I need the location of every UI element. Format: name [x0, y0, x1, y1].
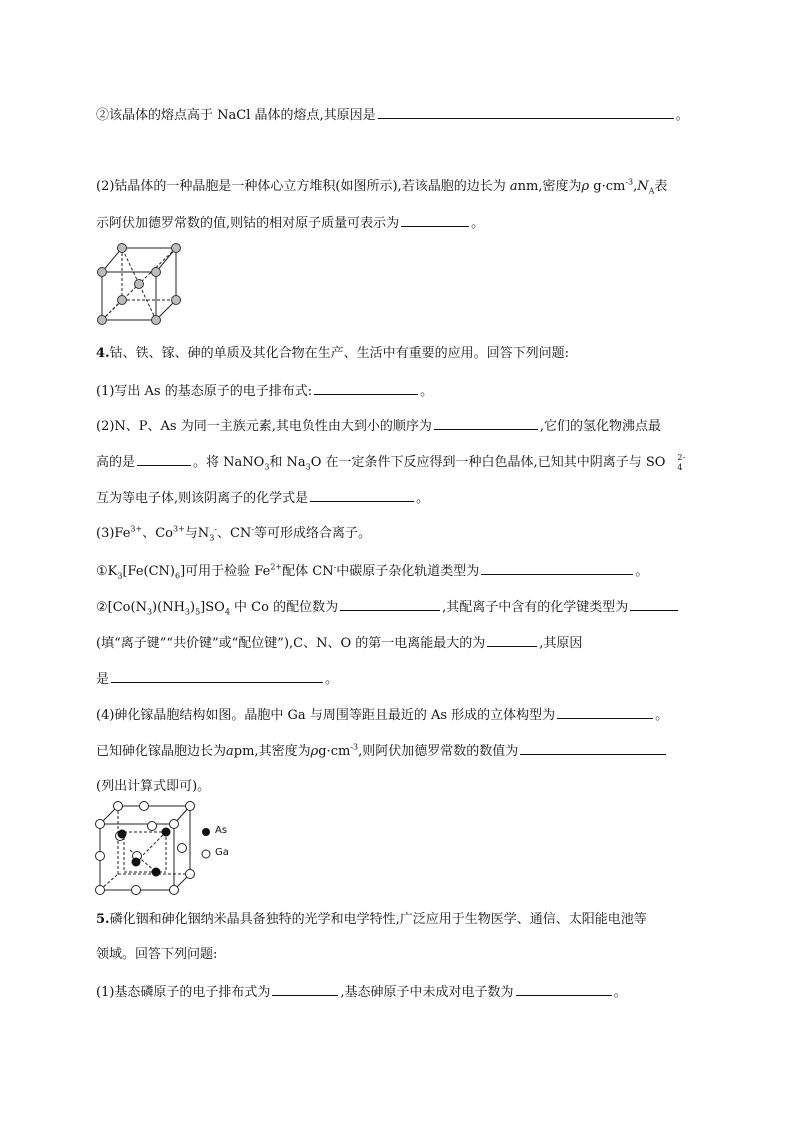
answer-blank[interactable] — [434, 417, 538, 430]
text: 表 — [654, 179, 668, 194]
var: N — [637, 179, 649, 194]
q4-part-1 — [96, 382, 433, 401]
q4-part-2-line-2 — [96, 453, 687, 472]
text: O 在一定条件下反应得到一种白色晶体,已知其中阴离子与 SO — [310, 455, 666, 470]
ga-atom — [96, 820, 105, 829]
text: 钴、铁、镓、砷的单质及其化合物在生产、生活中有重要的应用。回答下列问题: — [109, 346, 569, 361]
text: 与N — [184, 526, 210, 541]
bcc-cube-figure — [94, 240, 186, 328]
corner-atom — [152, 268, 161, 277]
q4-part-3-3 — [96, 634, 582, 653]
text: ]SO — [200, 600, 225, 615]
text: 。 — [655, 708, 669, 723]
q4-stem — [96, 345, 569, 363]
legend-as-marker — [202, 828, 210, 836]
legend-ga-marker — [202, 850, 210, 858]
text: 已知砷化镓晶胞边长为 — [96, 744, 227, 759]
var: ρ — [581, 179, 590, 194]
legend-ga-label: Ga — [215, 847, 229, 858]
gaas-cell-figure — [92, 800, 202, 900]
text: ②[Co(N — [96, 600, 147, 615]
sub: 3 — [184, 607, 190, 617]
text: 。 — [635, 564, 649, 579]
text: (3)Fe — [96, 526, 131, 541]
sub: 4 — [224, 607, 230, 617]
text: 。 — [420, 384, 434, 399]
ga-atom — [140, 802, 149, 811]
as-atom — [132, 858, 140, 866]
corner-atom — [172, 296, 181, 305]
sub: 3 — [264, 462, 270, 472]
corner-atom — [152, 316, 161, 325]
sub: 5 — [195, 607, 201, 617]
question-number: 5. — [96, 912, 110, 927]
sub: 3 — [117, 571, 123, 581]
text: ②该晶体的熔点高于 NaCl 晶体的熔点,其原因是 — [96, 108, 376, 123]
answer-blank[interactable] — [401, 214, 469, 227]
q4-part-2-line-3 — [96, 489, 429, 508]
text: ,它们的氢化物沸点最 — [539, 419, 662, 434]
answer-blank[interactable] — [516, 983, 612, 996]
sup: - — [333, 562, 337, 572]
text: 。 — [416, 491, 430, 506]
sup: 3+ — [130, 524, 143, 534]
answer-blank[interactable] — [520, 742, 666, 755]
text: 、CN — [216, 526, 252, 541]
corner-atom — [118, 296, 127, 305]
answer-blank[interactable] — [111, 670, 323, 683]
sup: 2+ — [270, 562, 283, 572]
ga-atom — [148, 822, 157, 831]
answer-blank[interactable] — [630, 598, 678, 611]
text: 高的是 — [96, 455, 136, 470]
text: 、Co — [142, 526, 173, 541]
q4-part-4-line-2 — [96, 742, 668, 761]
text: 。将 NaNO — [193, 455, 265, 470]
answer-blank[interactable] — [137, 453, 191, 466]
sub: 4 — [677, 463, 683, 472]
ga-atom — [114, 802, 123, 811]
legend-markers — [200, 826, 212, 860]
q5-part-1 — [96, 983, 627, 1002]
text: ) — [190, 600, 196, 615]
sub: 6 — [175, 571, 181, 581]
q4-part-3-1 — [96, 562, 648, 581]
text: 配体 CN — [282, 564, 334, 579]
text: (2)钴晶体的一种晶胞是一种体心立方堆积(如图所示),若该晶胞的边长为 — [96, 179, 506, 194]
ga-atom — [186, 802, 195, 811]
q4-part-2-line-1 — [96, 417, 661, 436]
sup: 3+ — [173, 524, 185, 534]
text: ,则阿伏加德罗常数的数值为 — [358, 744, 519, 759]
question-number: 4. — [96, 346, 110, 361]
answer-blank[interactable] — [378, 106, 674, 119]
sup: -3 — [350, 742, 359, 752]
corner-atom — [98, 316, 107, 325]
q4-part-3-4 — [96, 670, 338, 689]
sub: 3 — [209, 533, 215, 543]
var: a — [509, 179, 518, 194]
answer-blank[interactable] — [481, 562, 633, 575]
text: g·cm — [318, 744, 351, 759]
text: 示阿伏加德罗常数的值,则钴的相对原子质量可表示为 — [96, 216, 400, 231]
text: ,其配离子中含有的化学键类型为 — [442, 600, 629, 615]
ga-atom — [170, 820, 179, 829]
text: 。 — [325, 672, 339, 687]
ga-atom — [96, 852, 105, 861]
legend-as-label: As — [215, 825, 228, 836]
text: 领域。回答下列问题: — [96, 947, 218, 962]
sup: 2- — [677, 453, 686, 462]
text: pm,其密度为 — [233, 744, 311, 759]
text: 是 — [96, 672, 110, 687]
corner-atom — [98, 268, 107, 277]
text: 等可形成络合离子。 — [254, 526, 372, 541]
text: 中 Co 的配位数为 — [229, 600, 339, 615]
q-prev-part-2-line-2 — [96, 214, 484, 233]
ga-atom — [178, 844, 187, 853]
text: g·cm — [593, 179, 626, 194]
q4-part-4-line-3 — [96, 778, 210, 796]
text: nm,密度为 — [517, 179, 582, 194]
body-center-atom — [135, 280, 144, 289]
text: 。 — [675, 108, 689, 123]
corner-atom — [118, 244, 127, 253]
ga-atom — [186, 870, 195, 879]
q4-part-4-line-1 — [96, 706, 668, 725]
text: 磷化铟和砷化铟纳米晶具备独特的光学和电学特性,广泛应用于生物医学、通信、太阳能电池等 — [109, 912, 647, 927]
text: (1)基态磷原子的电子排布式为 — [96, 985, 271, 1000]
text: ,基态砷原子中未成对电子数为 — [340, 985, 514, 1000]
text: (1)写出 As 的基态原子的电子排布式: — [96, 384, 313, 399]
text: 。 — [471, 216, 485, 231]
answer-blank[interactable] — [340, 598, 440, 611]
answer-blank[interactable] — [487, 634, 537, 647]
sup: - — [214, 524, 217, 534]
q5-stem-line-2 — [96, 946, 217, 964]
text: ①K — [96, 564, 118, 579]
text: (列出计算式即可)。 — [96, 779, 211, 794]
sub: 3 — [146, 607, 153, 617]
sub: 3 — [305, 462, 311, 472]
text: (填“离子键”“共价键”或“配位键”),C、N、O 的第一电离能最大的为 — [96, 636, 486, 651]
text: ]可用于检验 Fe — [180, 564, 271, 579]
text: ,其原因 — [539, 636, 583, 651]
q4-part-3-intro — [96, 525, 371, 543]
answer-blank[interactable] — [310, 489, 414, 502]
text: 。 — [613, 985, 627, 1000]
ga-atom — [170, 886, 179, 895]
var: ρ — [310, 744, 319, 759]
as-atom — [152, 868, 160, 876]
q-prev-line-2 — [96, 106, 689, 125]
sup: - — [251, 524, 255, 534]
sup: -3 — [625, 177, 634, 187]
ga-atom — [96, 886, 105, 895]
text: 和 Na — [269, 455, 306, 470]
sub: A — [648, 186, 655, 196]
answer-blank[interactable] — [314, 382, 418, 395]
text: (2)N、P、As 为同一主族元素,其电负性由大到小的顺序为 — [96, 419, 432, 434]
as-atom — [118, 830, 126, 838]
text: [Fe(CN) — [122, 564, 176, 579]
q4-part-3-2 — [96, 598, 680, 617]
corner-atom — [172, 244, 181, 253]
q5-stem-line-1 — [96, 911, 647, 929]
text: (4)砷化镓晶胞结构如图。晶胞中 Ga 与周围等距且最近的 As 形成的立体构型为 — [96, 708, 556, 723]
text: 互为等电子体,则该阴离子的化学式是 — [96, 491, 309, 506]
text: )(NH — [152, 600, 185, 615]
as-atom — [162, 828, 170, 836]
q-prev-part-2-line-1: (2)钴晶体的一种晶胞是一种体心立方堆积(如图所示),若该晶胞的边长为 anm,密度为ρ $g\cdot cm^{-3},N_A$表 — [96, 177, 668, 196]
text: 中碳原子杂化轨道类型为 — [336, 564, 480, 579]
answer-blank[interactable] — [557, 706, 653, 719]
answer-blank[interactable] — [272, 983, 338, 996]
var: a — [226, 744, 234, 759]
ga-atom — [132, 886, 141, 895]
